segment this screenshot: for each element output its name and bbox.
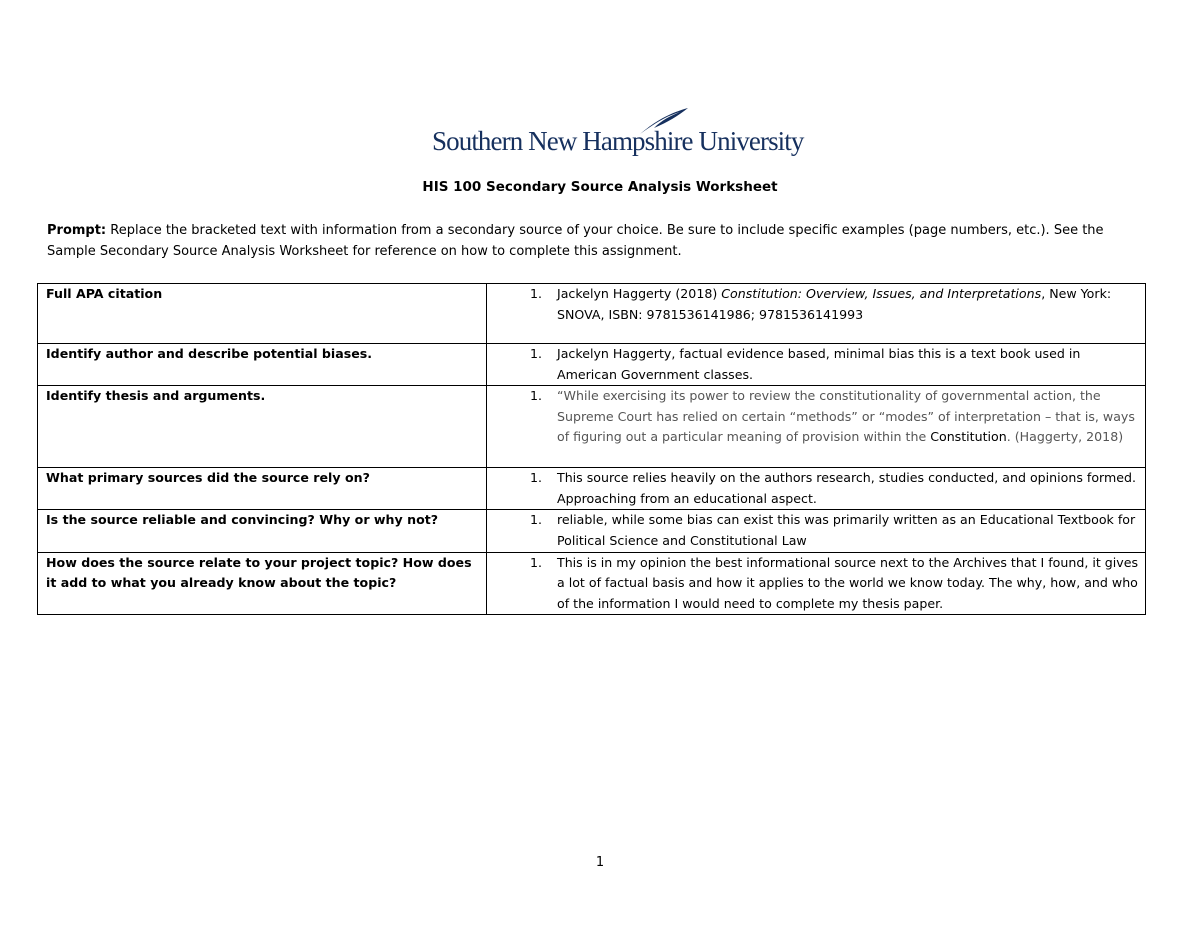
table-row (38, 386, 1146, 468)
list-number: 1. (530, 554, 543, 570)
table-row (38, 344, 1146, 386)
list-number: 1. (530, 512, 543, 528)
university-logo (432, 106, 804, 162)
table-row (38, 510, 1146, 552)
quote-citation: . (Haggerty, 2018) (1006, 429, 1124, 445)
answer-cell (487, 284, 1146, 344)
answer-cell (487, 552, 1146, 615)
list-number: 1. (530, 470, 543, 486)
prompt-text: Replace the bracketed text with information from a secondary source of your choice. Be sure to include specific examples (page numbers, etc.). See the Sample Secondary Source Analysis Worksheet for reference on how to complete this assignment. (47, 223, 1104, 259)
question-cell: Full APA citation (38, 284, 487, 344)
answer-cell (487, 386, 1146, 468)
question-cell: How does the source relate to your project topic? How does it add to what you already know about the topic? (38, 552, 487, 615)
quote-text: “While exercising its power to review the constitutionality of governmental action, the Supreme Court has relied on certain “methods” or “modes” of interpretation – that is, ways of figuring out a particular meaning of provision within the (557, 388, 1135, 445)
list-number: 1. (530, 388, 543, 404)
question-cell: Is the source reliable and convincing? Why or why not? (38, 510, 487, 552)
answer-text: , New York: SNOVA, ISBN: 9781536141986; 9781536141993 (557, 286, 1112, 322)
logo-text: Southern New Hampshire University (432, 126, 804, 156)
answer-cell (487, 344, 1146, 386)
answer-text: reliable, while some bias can exist this was primarily written as an Educational Textbook for Political Science and Constitutional Law (557, 512, 1136, 548)
analysis-table (37, 283, 1146, 615)
book-title: Constitution: Overview, Issues, and Interpretations (721, 286, 1042, 301)
list-number: 1. (530, 286, 543, 301)
answer-text: This source relies heavily on the authors research, studies conducted, and opinions formed. Approaching from an educational aspect. (557, 470, 1137, 506)
answer-text: Jackelyn Haggerty (2018) (557, 286, 722, 301)
worksheet-title: HIS 100 Secondary Source Analysis Worksheet (422, 179, 778, 195)
answer-text: This is in my opinion the best informational source next to the Archives that I found, it gives a lot of factual basis and how it applies to the world we know today. The why, how, and who of the information I would need to complete my thesis paper. (557, 554, 1139, 611)
question-cell: Identify thesis and arguments. (38, 386, 487, 468)
question-cell: What primary sources did the source rely on? (38, 468, 487, 510)
prompt-paragraph (47, 220, 1137, 262)
answer-cell (487, 510, 1146, 552)
table-row (38, 468, 1146, 510)
list-number: 1. (530, 346, 543, 361)
question-cell: Identify author and describe potential biases. (38, 344, 487, 386)
prompt-label: Prompt: (47, 223, 107, 238)
feather-icon (632, 106, 692, 136)
answer-text: Jackelyn Haggerty, factual evidence based, minimal bias this is a text book used in American Government classes. (557, 346, 1081, 382)
quote-emphasis: Constitution (930, 429, 1007, 445)
table-row (38, 552, 1146, 615)
page-number: 1 (595, 855, 605, 870)
table-row (38, 284, 1146, 344)
answer-cell (487, 468, 1146, 510)
